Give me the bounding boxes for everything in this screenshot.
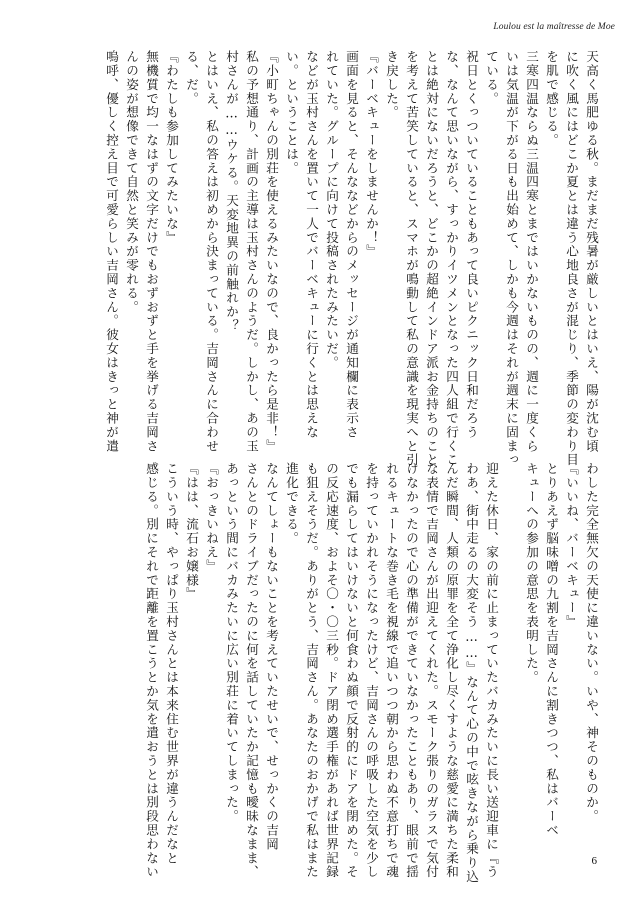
text-line: ている。 — [484, 50, 499, 106]
text-line: わした完全無欠の天使に違いない。いや、神そのものか。 — [584, 462, 599, 824]
text-line: に吹く風にはどこか夏とは違う心地良さが混じり、季節の変わり目 — [564, 50, 579, 467]
text-line: れるキュートな巻き毛を視線で追いつつ朝から思わぬ不意打ちで魂 — [384, 462, 399, 879]
text-line: 『いいね、バーベキュー』 — [564, 462, 579, 629]
text-line: も狙えそうだ。ありがとう、吉岡さん。あなたのおかげで私はまた — [304, 462, 319, 879]
text-line: とは絶対にないだろうと、どこかの超絶インドア派お金持ちのこと — [424, 50, 439, 467]
text-line: な表情で吉岡さんが出迎えてくれた。スモーク張りのガラスで気付 — [424, 462, 439, 879]
text-line: を持っていかれそうになったけど、吉岡さんの呼吸した空気を少し — [364, 462, 379, 879]
text-line: こういう時、やっぱり玉村さんとは本来住む世界が違うんだなと — [164, 462, 179, 866]
text-line: などが玉村さんを置いて一人でバーベキューに行くとは思えな — [304, 50, 319, 440]
text-line: んの姿が想像できて自然と笑みが零れる。 — [124, 50, 139, 315]
text-line: さんとのドライブだったのに何を話していたか記憶も曖昧なまま、 — [244, 462, 259, 879]
text-line: る、だ。 — [184, 50, 199, 106]
lower-text-block — [141, 462, 601, 884]
text-line: 『はは、流石お嬢様』 — [184, 462, 199, 601]
text-line — [501, 462, 521, 842]
text-line: 嗚呼、優しく控え目で可愛らしい吉岡さん。彼女はきっと神が遣 — [104, 50, 119, 454]
text-line: 私の予想通り、計画の主導は玉村さんのようだ。しかし、あの玉 — [244, 50, 259, 454]
upper-text-block — [101, 50, 601, 467]
text-line: 『バーベキューをしませんか！』 — [364, 50, 379, 259]
text-line: い。ということは。 — [284, 50, 299, 176]
text-line: けなかったので心の準備ができていなかったこともあり、眼前で揺 — [404, 462, 419, 879]
text-line: 天高く馬肥ゆる秋。まだまだ残暑が厳しいとはいえ、陽が沈む頃 — [584, 50, 599, 454]
text-line: 進化できる。 — [284, 462, 299, 546]
text-line: 無機質で均一なはずの文字だけでもおずおずと手を挙げる吉岡さ — [144, 50, 159, 454]
text-line: とはいえ、私の答えは初めから決まっている。吉岡さんに合わせ — [204, 50, 219, 454]
text-line: な、なんて思いながら、すっかりイツメンとなった四人組で行くこ — [444, 50, 459, 467]
text-line: の反応速度、およそ〇・〇三秒。ドア閉め選手権があれば世界記録 — [324, 462, 339, 879]
text-line: あっという間にバカみたいに広い別荘に着いてしまった。 — [224, 462, 239, 824]
text-line: を肌で感じる。 — [544, 50, 559, 148]
text-line: を考えて苦笑していると、スマホが鳴動して私の意識を現実へと引 — [404, 50, 419, 467]
text-line: 村さんが……ウケる。天変地異の前触れか？ — [224, 50, 239, 333]
text-line: でも漏らしてはいけないと何食わぬ顔で反射的にドアを閉めた。そ — [344, 462, 359, 879]
text-line: 『わたしも参加してみたいな』 — [164, 50, 179, 245]
text-line: とりあえず脳味噌の九割を吉岡さんに割きつつ、私はバーベ — [544, 462, 559, 838]
text-line: れていた。グループに向けて投稿されたみたいだ。 — [324, 50, 339, 370]
text-line: 画面を見ると、そんななどからのメッセージが通知欄に表示さ — [344, 50, 359, 440]
text-line: なんてしょーもないことを考えていたせいで、せっかくの吉岡 — [264, 462, 279, 852]
text-line: き戻した。 — [384, 50, 399, 120]
text-line: 感じる。別にそれで距離を置こうとか気を遣おうとは別段思わない — [144, 462, 159, 879]
text-line: 三寒四温ならぬ三温四寒とまではいかないものの、週に一度くら — [524, 50, 539, 454]
text-line: 迎えた休日、家の前に止まっていたバカみたいに長い送迎車に『う — [484, 462, 499, 879]
text-line: 祝日とくっついていることもあって良いピクニック日和だろう — [464, 50, 479, 440]
text-line: んだ瞬間、人類の原罪を全て浄化し尽くすような慈愛に満ちた柔和 — [444, 462, 459, 879]
text-line: わあ、街中走るの大変そう……』なんて心の中で呟きながら乗り込 — [464, 462, 479, 884]
running-header: Loulou est la maîtresse de Moe — [493, 22, 615, 32]
text-line: 『小町ちゃんの別荘を使えるみたいなので、良かったら是非！』 — [264, 50, 279, 454]
page-number: 6 — [591, 855, 597, 867]
text-line: 『おっきいねえ』 — [204, 462, 219, 574]
text-line: いは気温が下がる日も出始めて、しかも今週はそれが週末に固まっ — [504, 50, 519, 467]
text-line: キューへの参加の意思を表明した。 — [524, 462, 539, 685]
